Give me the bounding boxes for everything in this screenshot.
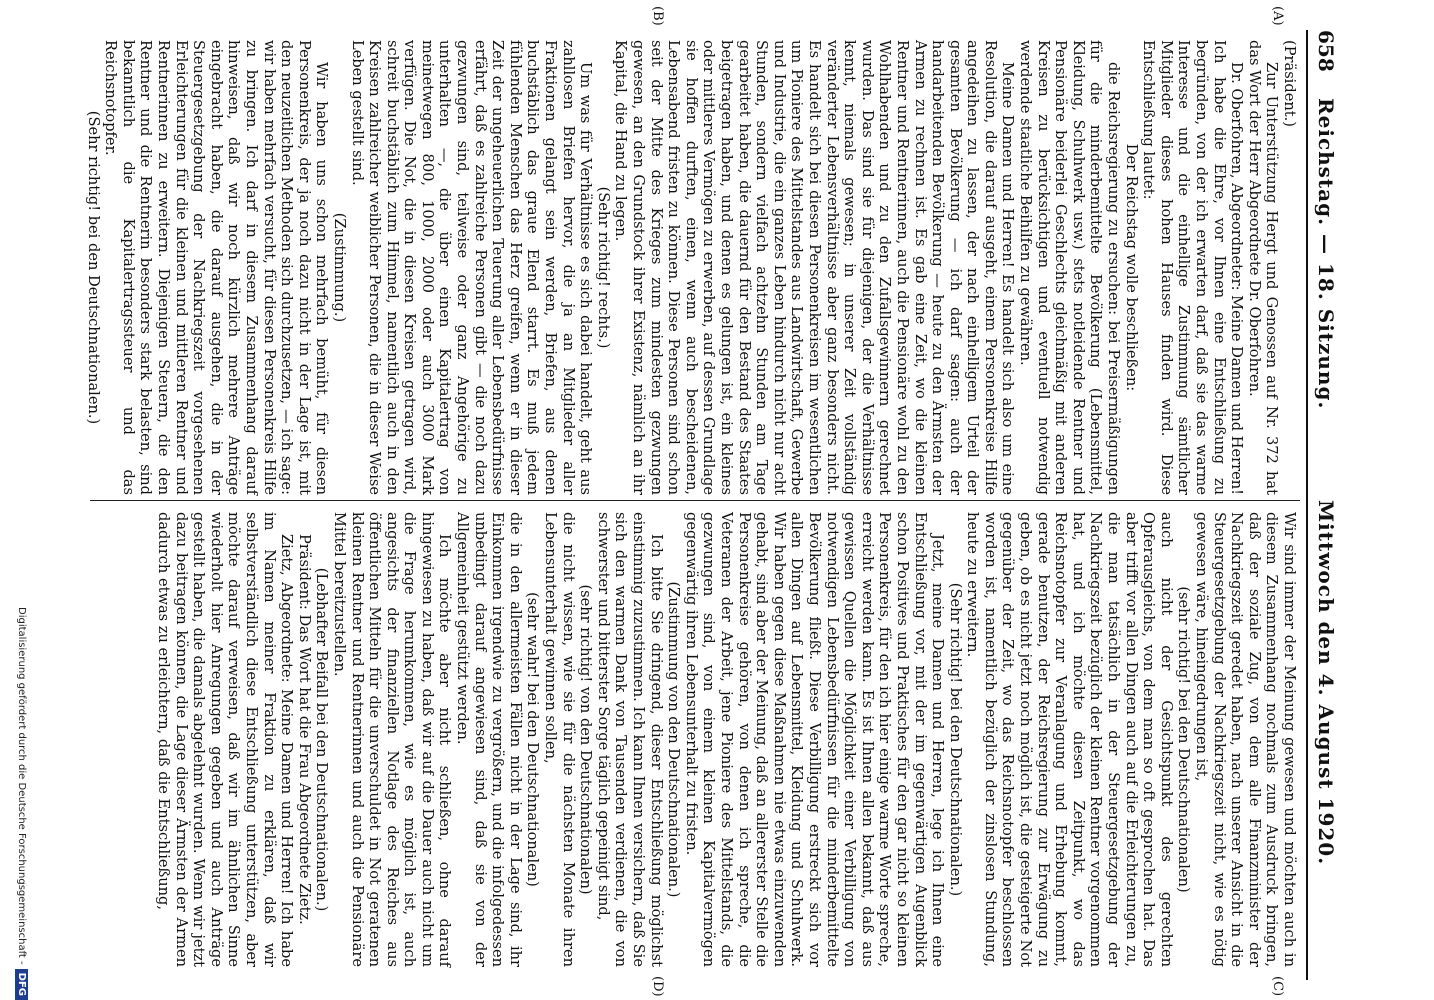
speaker-tag: (Präsident.) (1281, 40, 1298, 127)
paragraph: Wir sind immer der Meinung gewesen und möchten auch in diesem Zusammenhang nochmals zum Ausdruck bringen, daß der soziale Zug, von dem alle Finanzminister der Nachkriegszeit geredet haben, nach unserer Ansicht in die Steuergesetzgebung der Nachkriegszeit nicht, wie es nötig gewesen wäre, hineingedrungen ist, (1193, 512, 1298, 967)
paragraph: Präsident: Das Wort hat die Frau Abgeordnete Zietz. (295, 534, 313, 925)
paragraph: die nicht wissen, wie sie für die nächsten Monate ihren Lebensunterhalt gewinnen sollen, (542, 512, 577, 967)
page-number: 658 (1314, 30, 1338, 72)
paragraph: Jetzt, meine Damen und Herren, lege ich Ihnen eine Entschließung vor, mit der im gegenwärtigen Augenblick schon Positives und Praktisches für den gar nicht so kleinen Personenkreis, für den ich hier einige warme Worte spreche, erreicht werden kann. Es ist Ihnen allen bekannt, daß aus gewissen Quellen die Möglichkeit einer Verbilligung von notwendigen Lebensbedürfnissen für die minderbemittelte Bevölkerung fließt. Diese Verbilligung erstreckt sich vor allen Dingen auf Lebensmittel, Kleidung und Schuhwerk. Wir haben gegen diese Maßnahmen nie etwas einzuwenden gehabt, sind aber der Meinung, daß an allererster Stelle die Personenkreise gehören, von denen ich spreche, die Veteranen der Arbeit, jene Pioniere des Mittelstands, die gezwungen sind, von einem kleinen Kapitalvermögen gegenwärtig ihren Lebensunterhalt zu fristen. (682, 512, 947, 967)
page-header (1306, 30, 1342, 980)
paragraph: Meine Damen und Herren! Es handelt sich also um eine Resolution, die darauf ausgeht, einem Personenkreise Hilfe angedeihen zu lassen, der nach einhelligem Urteil der gesamten Bevölkerung — ich darf sagen: auch der handarbeitenden Bevölkerung — heute zu den Ärmsten der Armen zu rechnen ist. Es gab eine Zeit, wo die kleinen Rentner und Rentnerinnen, auch die Pensionäre wohl zu den Wohlhabenden und zu den Zufallsgewinnern gerechnet wurden. Das sind sie für diejenigen, der die Verhältnisse kennt, niemals gewesen; in unserer Zeit vollständig veränderter Lebensverhältnisse aber ganz besonders nicht. Es handelt sich bei diesen Personenkreisen im wesentlichen um Pioniere des Mittelstandes aus Landwirtschaft, Gewerbe und Industrie, die ein ganzes Leben hindurch nicht nur acht Stunden, sondern vielfach achtzehn Stunden am Tage gearbeitet haben, die dauernd für den Bestand des Staates beigetragen haben, und denen es gelungen ist, ein kleines oder mittleres Vermögen zu erwerben, auf dessen Grundlage sie hoffen durften, einen, wenn auch bescheidenen, Lebensabend fristen zu können. Diese Personen sind schon seit der Mitte des Krieges zum mindesten gezwungen gewesen, an den Grundstock ihrer Existenz, nämlich an ihr Kapital, die Hand zu legen. (612, 40, 1017, 495)
credit-text: Digitalisierung gefördert durch die Deutsche Forschungsgemeinschaft - (16, 607, 27, 965)
left-column (84, 40, 1298, 496)
dfg-logo: DFG (15, 969, 28, 1000)
resolution-text: die Reichsregierung zu ersuchen: bei Preisermäßigungen für die minderbemittelte Bevölkerung (Lebensmittel, Kleidung, Schuhwerk usw.) stets notleidende Rentner und Pensionäre beiderlei Geschlechts gleichmäßig mit anderen Kreisen zu berücksichtigen und eventuell notwendig werdende staatliche Beihilfen zu gewähren. (1017, 40, 1123, 495)
paragraph: auch nicht der Gesichtspunkt des gerechten Opferausgleichs, von dem man so oft gesprochen hat. Das aber trifft vor allen Dingen auch auf die Erleichterungen zu, die man tatsächlich in der Steuergesetzgebung der Nachkriegszeit bezüglich der kleinen Rentner vorgenommen hat, und ich möchte diesen Zeitpunkt, wo das Reichsnotopfer zur Veranlagung und Erhebung kommt, gerade benutzen, der Reichsregierung zur Erwägung zu geben, ob es nicht jetzt noch möglich ist, die gesteigerte Not gegenüber der Zeit, wo das Reichsnotopfer beschlossen worden ist, namentlich bezüglich der zinslosen Stundung, heute zu erweitern. (964, 512, 1175, 967)
digitization-credit (15, 0, 28, 1000)
paragraph: Wir haben uns schon mehrfach bemüht, für diesen Personenkreis, der ja noch dazu nicht in der Lage ist, mit den neuzeitlichen Methoden sich durchzusetzen, — ich sage: wir haben mehrfach versucht, für diesen Personenkreis Hilfe zu bringen. Ich darf in diesem Zusammenhang darauf hinweisen, daß wir noch kürzlich mehrere Anträge eingebracht haben, die darauf ausgehen, die in der Steuergesetzgebung der Nachkriegszeit vorgesehenen Erleichterungen für die kleinen und mittleren Rentner und Rentnerinnen zu erweitern. Diejenigen Steuern, die den Rentner und die Rentnerin besonders stark belasten, sind bekanntlich die Kapitalertragssteuer und das Reichsnotopfer. (102, 40, 331, 495)
paragraph: Dr. Oberfohren, Abgeordneter: Meine Damen und Herren! Ich habe die Ehre, vor Ihnen eine Entschließung zu begründen, von der ich erwarten darf, daß sie das warme Interesse und die einhellige Zustimmung sämtlicher Mitglieder dieses hohen Hauses finden wird. Diese Entschließung lautet: (1140, 40, 1246, 496)
paragraph: Ich möchte aber nicht schließen, ohne darauf hingewiesen zu haben, daß wir auf die Dauer auch nicht um die Frage herumkommen, wie es möglich ist, auch angesichts der finanziellen Notlage des Reiches aus öffentlichen Mitteln für die unverschuldet in Not geratenen kleinen Rentner und Rentnerinnen und auch die Pensionäre Mittel bereitzustellen. (330, 512, 454, 967)
column-divider (90, 500, 1300, 501)
margin-marker-c: (C) (1270, 976, 1285, 997)
interjection: (Sehr richtig! rechts.) (594, 186, 612, 349)
paragraph: Zur Unterstützung Hergt und Genossen auf Nr. 372 hat das Wort der Herr Abgeordnete Dr. Oberfohren. (1245, 40, 1281, 495)
header-date: Mittwoch den 4. August 1920. (1314, 500, 1338, 866)
paragraph: Der Reichstag wolle beschließen: (1122, 143, 1140, 392)
paragraph: Zietz, Abgeordnete: Meine Damen und Herren! Ich habe im Namen meiner Fraktion zu erklären, daß wir selbstverständlich diese Entschließung unterstützen, aber möchte darauf verweisen, daß wir im ähnlichen Sinne wiederholt hier Anregungen gegeben und auch Anträge gestellt haben, die damals abgelehnt wurden. Wenn wir jetzt dazu beitragen können, die Lage dieser Ärmsten der Armen dadurch etwas zu erleichtern, daß die Entschließung, (155, 512, 296, 967)
interjection: (Sehr richtig! bei den Deutschnationalen.) (946, 582, 964, 897)
interjection: (sehr richtig! von den Deutschnationalen) (577, 584, 595, 895)
margin-marker-d: (D) (650, 976, 665, 997)
interjection: (sehr richtig! bei den Deutschnationalen) (1175, 586, 1193, 893)
interjection: (Zustimmung.) (330, 212, 348, 323)
header-session: Reichstag. — 18. Sitzung. (1314, 98, 1338, 410)
margin-marker-b: (B) (650, 6, 665, 26)
interjection: (Lebhafter Beifall bei den Deutschnationalen.) (313, 567, 331, 912)
interjection: (sehr wahr! bei den Deutschnationalen) (524, 592, 542, 887)
margin-marker-a: (A) (1270, 6, 1285, 26)
paragraph: Ich bitte Sie dringend, dieser Entschließung möglichst einstimmig zuzustimmen. Ich kann Ihnen versichern, daß Sie sich den warmen Dank von Tausenden verdienen, die von schwerster und bitterster Sorge täglich gepeinigt sind, (594, 512, 665, 967)
interjection: (Zustimmung von den Deutschnationalen.) (665, 581, 683, 898)
paragraph: Um was für Verhältnisse es sich dabei handelt, geht aus zahllosen Briefen hervor, die ja an Mitglieder aller Fraktionen gelangt sein werden, Briefen, aus denen buchstäblich das graue Elend starrt. Es muß jedem fühlenden Menschen das Herz greifen, wenn er in dieser Zeit der ungeheuerlichen Teuerung aller Lebensbedürfnisse erfährt, daß es zahlreiche Personen gibt — die noch dazu gezwungen sind, teilweise oder ganz Angehörige zu unterhalten —, die über einen Kapitalertrag von meinetwegen 800, 1000, 2000 oder auch 3000 Mark verfügen. Die Not, die in diesen Kreisen getragen wird, schreit buchstäblich zum Himmel, namentlich auch in den Kreisen zahlreicher weiblicher Personen, die in dieser Weise Leben gestellt sind. (348, 40, 595, 495)
right-column (88, 512, 1298, 967)
paragraph: die in den allermeisten Fällen nicht in der Lage sind, ihr Einkommen irgendwie zu vergrößern, und die infolgedessen unbedingt darauf angewiesen sind, daß sie von der Allgemeinheit gestützt werden. (454, 512, 524, 967)
interjection: (Sehr richtig! bei den Deutschnationalen.) (84, 110, 102, 425)
